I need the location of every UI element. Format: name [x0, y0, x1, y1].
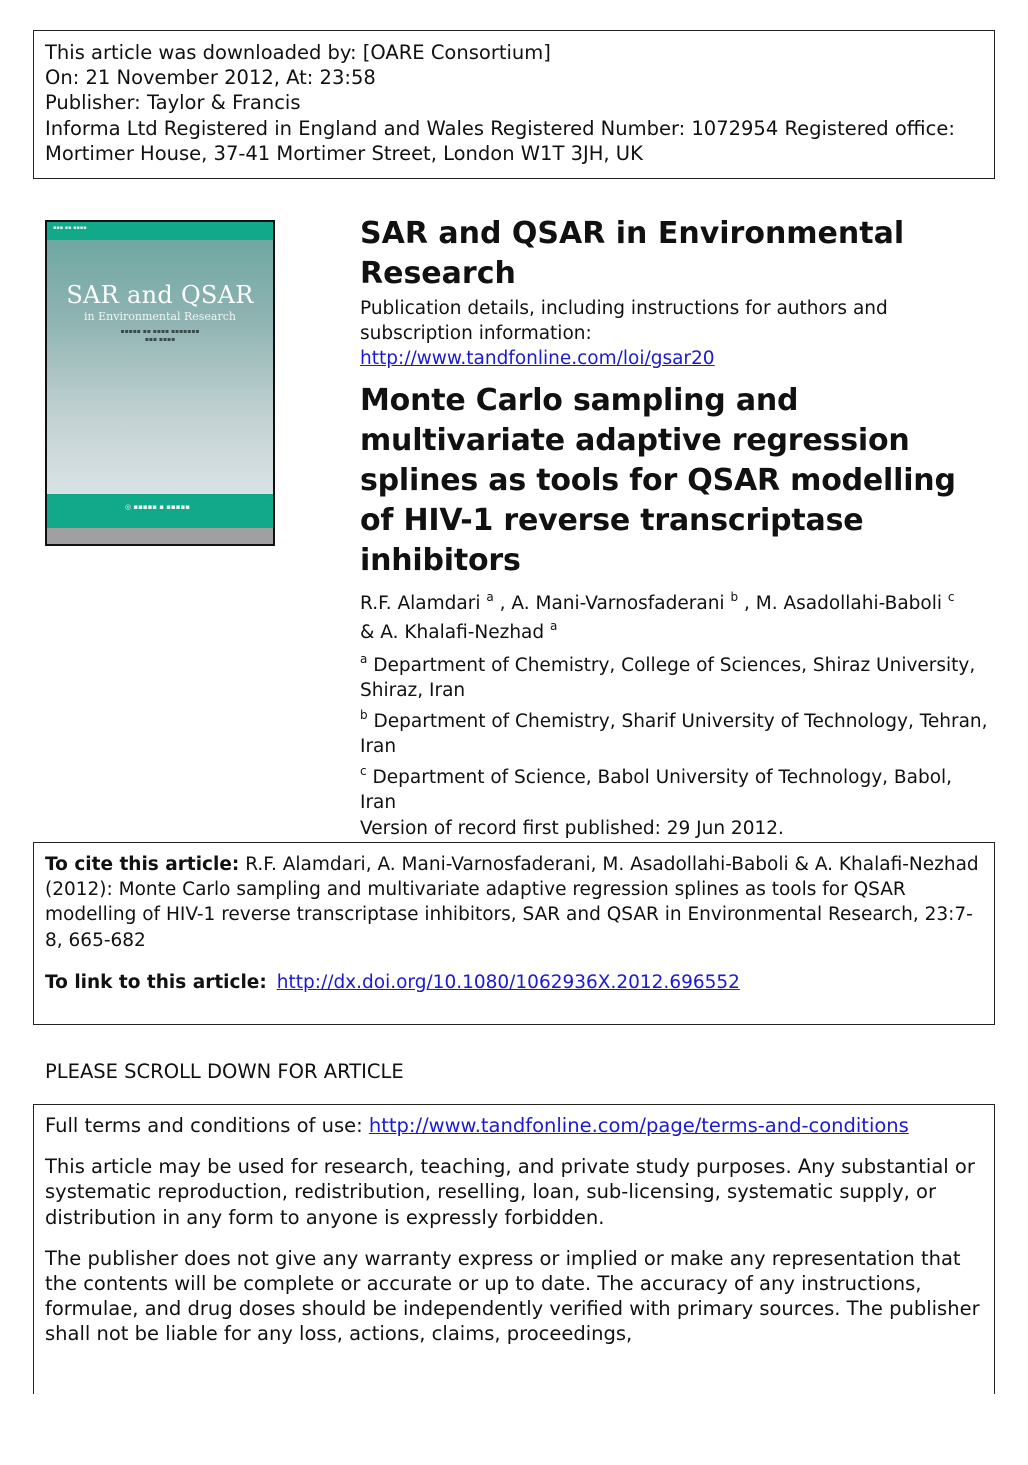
author-list	[360, 589, 990, 647]
article-details	[360, 214, 990, 841]
article-link-line	[45, 970, 983, 995]
terms-box	[33, 1104, 995, 1394]
cover-title: SAR and QSAR	[66, 281, 254, 309]
terms-intro-label: Full terms and conditions of use:	[45, 1114, 363, 1137]
author-affiliation-mark: a	[486, 590, 494, 604]
affiliation-text: Department of Chemistry, Sharif University of Technology, Tehran, Iran	[360, 711, 988, 757]
affiliation-text: Department of Chemistry, College of Sciences, Shiraz University, Shiraz, Iran	[360, 655, 976, 701]
author-name: A. Mani-Varnosfaderani	[511, 593, 725, 614]
citation-label: To cite this article:	[45, 854, 240, 875]
author-affiliation-mark: b	[730, 590, 739, 604]
terms-link[interactable]: http://www.tandfonline.com/page/terms-and-conditions	[368, 1114, 909, 1137]
download-line: On: 21 November 2012, At: 23:58	[45, 66, 376, 90]
affiliation-mark: c	[360, 764, 367, 778]
cover-bottom-band	[47, 494, 273, 528]
cover-editor-line: ▪▪▪ ▪▪▪▪	[144, 336, 176, 343]
affiliation	[360, 765, 990, 815]
download-line: This article was downloaded by: [OARE Consortium]	[45, 41, 551, 64]
affiliation	[360, 709, 990, 759]
journal-title: SAR and QSAR in Environmental Research	[360, 216, 905, 291]
journal-cover-image	[45, 220, 275, 546]
cover-subtitle: in Environmental Research	[84, 310, 236, 323]
download-info-box	[33, 30, 995, 179]
citation-text: R.F. Alamdari, A. Mani-Varnosfaderani, M. Asadollahi-Baboli & A. Khalafi-Nezhad (2012): Monte Carlo sampling and multivariate adaptive regression splines as tools for QSAR modelling of HIV-1 reverse transcriptase inhibitors, SAR and QSAR in Environmental Research, 23:7-8, 665-682	[45, 854, 979, 951]
terms-paragraph: The publisher does not give any warranty express or implied or make any representation that the contents will be complete or accurate or up to date. The accuracy of any instructions, formulae, and drug doses should be independently verified with primary sources. The publisher shall not be liable for any loss, actions, claims, proceedings,	[45, 1246, 980, 1346]
publisher-logo-icon: ◎ ▪▪▪▪▪ ▪ ▪▪▪▪▪	[125, 503, 190, 511]
cover-top-band	[47, 222, 273, 240]
terms-intro	[45, 1113, 983, 1138]
scroll-notice: PLEASE SCROLL DOWN FOR ARTICLE	[45, 1060, 404, 1083]
cover-editor-line: ▪▪▪▪▪ ▪▪ ▪▪▪▪ ▪▪▪▪▪▪▪	[120, 328, 200, 335]
doi-link[interactable]: http://dx.doi.org/10.1080/1062936X.2012.696552	[276, 971, 740, 993]
download-line: Publisher: Taylor & Francis	[45, 91, 301, 115]
author-affiliation-mark: c	[947, 590, 955, 604]
cover-top-text: ▪▪▪ ▪▪ ▪▪▪▪	[53, 225, 87, 231]
terms-paragraph: This article may be used for research, teaching, and private study purposes. Any substantial or systematic reproduction, redistribution, reselling, loan, sub-licensing, systematic supply, or distribution in any form to anyone is expressly forbidden.	[45, 1155, 975, 1229]
affiliation-mark: a	[360, 652, 368, 666]
citation	[45, 852, 983, 953]
journal-link[interactable]: http://www.tandfonline.com/loi/gsar20	[360, 348, 715, 369]
publication-details-text: Publication details, including instructions for authors and subscription information:	[360, 298, 888, 344]
article-link-label: To link to this article:	[45, 971, 267, 993]
download-line: Informa Ltd Registered in England and Wales Registered Number: 1072954 Registered office: Mortimer House, 37-41 Mortimer Street, London W1T 3JH, UK	[45, 116, 955, 165]
article-title: Monte Carlo sampling and multivariate adaptive regression splines as tools for QSAR modelling of HIV-1 reverse transcriptase inhibitors	[360, 383, 956, 578]
publication-details	[360, 296, 990, 371]
affiliation-text: Department of Science, Babol University of Technology, Babol, Iran	[360, 767, 953, 813]
citation-box	[33, 842, 995, 1025]
author-name: & A. Khalafi-Nezhad	[360, 622, 545, 643]
version-of-record: Version of record first published: 29 Jun 2012.	[360, 818, 784, 839]
cover-grey-strip	[47, 528, 273, 546]
author-name: R.F. Alamdari	[360, 593, 481, 614]
affiliation-mark: b	[360, 708, 368, 722]
author-name: M. Asadollahi-Baboli	[755, 593, 943, 614]
author-separator: ,	[738, 593, 756, 614]
author-separator: ,	[493, 593, 512, 614]
affiliation	[360, 653, 990, 703]
author-affiliation-mark: a	[550, 619, 558, 633]
